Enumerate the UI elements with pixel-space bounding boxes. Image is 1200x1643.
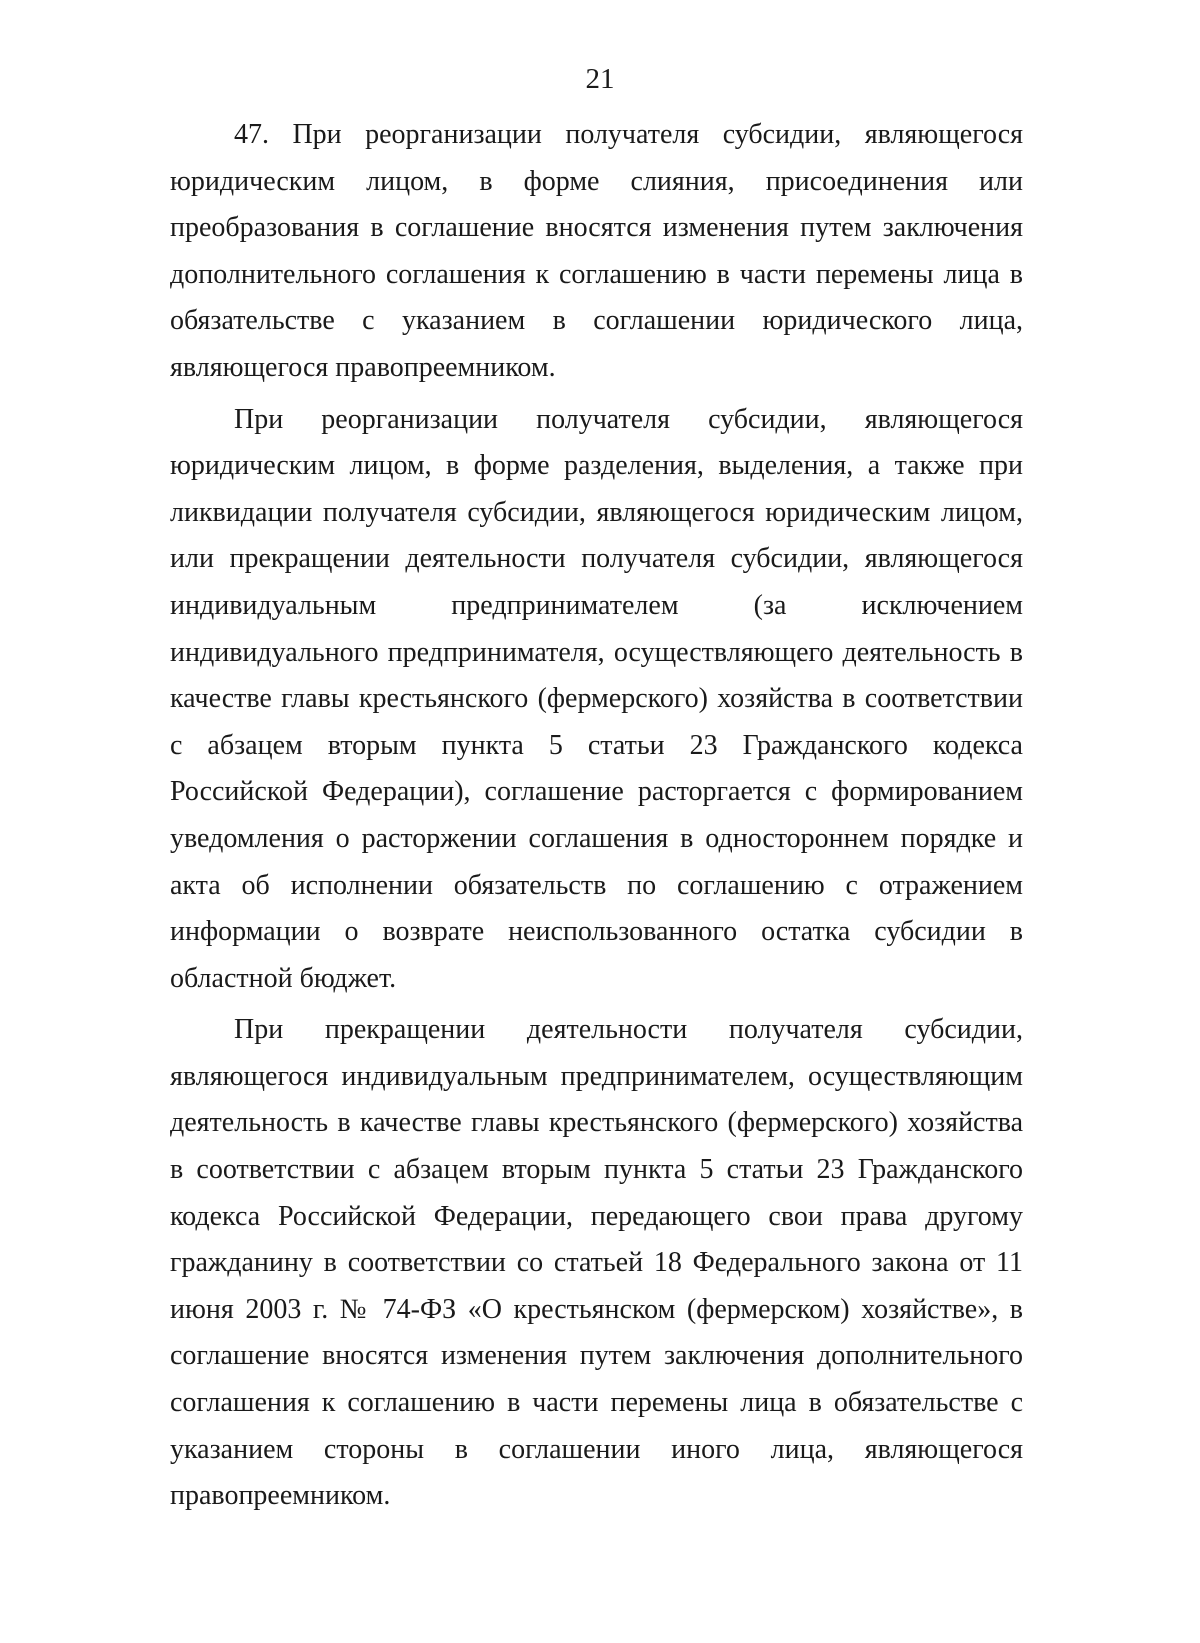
paragraph-47-reorganization-merger: 47. При реорганизации получателя субсидии, являющегося юридическим лицом, в форме слияния, присоединения или преобразования в соглашение вносятся изменения путем заключения дополнительного соглашения к соглашению в части перемены лица в обязательстве с указанием в соглашении юридического лица, являющегося правопреемником. bbox=[170, 119, 1023, 383]
paragraph-reorganization-separation-liquidation: При реорганизации получателя субсидии, являющегося юридическим лицом, в форме разделения, выделения, а также при ликвидации получателя субсидии, являющегося юридическим лицом, или прекращении деятельности получателя субсидии, являющегося индивидуальным предпринимателем (за исключением индивидуального предпринимателя, осуществляющего деятельность в качестве главы крестьянского (фермерского) хозяйства в соответствии с абзацем вторым пункта 5 статьи 23 Гражданского кодекса Российской Федерации), соглашение расторгается с формированием уведомления о расторжении соглашения в одностороннем порядке и акта об исполнении обязательств по соглашению с отражением информации о возврате неиспользованного остатка субсидии в областной бюджет. bbox=[170, 403, 1023, 994]
page-number: 21 bbox=[585, 63, 615, 95]
paragraph-farm-head-termination: При прекращении деятельности получателя субсидии, являющегося индивидуальным предпринимателем, осуществляющим деятельность в качестве главы крестьянского (фермерского) хозяйства в соответствии с абзацем вторым пункта 5 статьи 23 Гражданского кодекса Российской Федерации, передающего свои права другому гражданину в соответствии со статьей 18 Федерального закона от 11 июня 2003 г. № 74-ФЗ «О крестьянском (фермерском) хозяйстве», в соглашение вносятся изменения путем заключения дополнительного соглашения к соглашению в части перемены лица в обязательстве с указанием стороны в соглашении иного лица, являющегося правопреемником. bbox=[170, 1014, 1023, 1512]
document-body bbox=[170, 112, 1023, 1525]
